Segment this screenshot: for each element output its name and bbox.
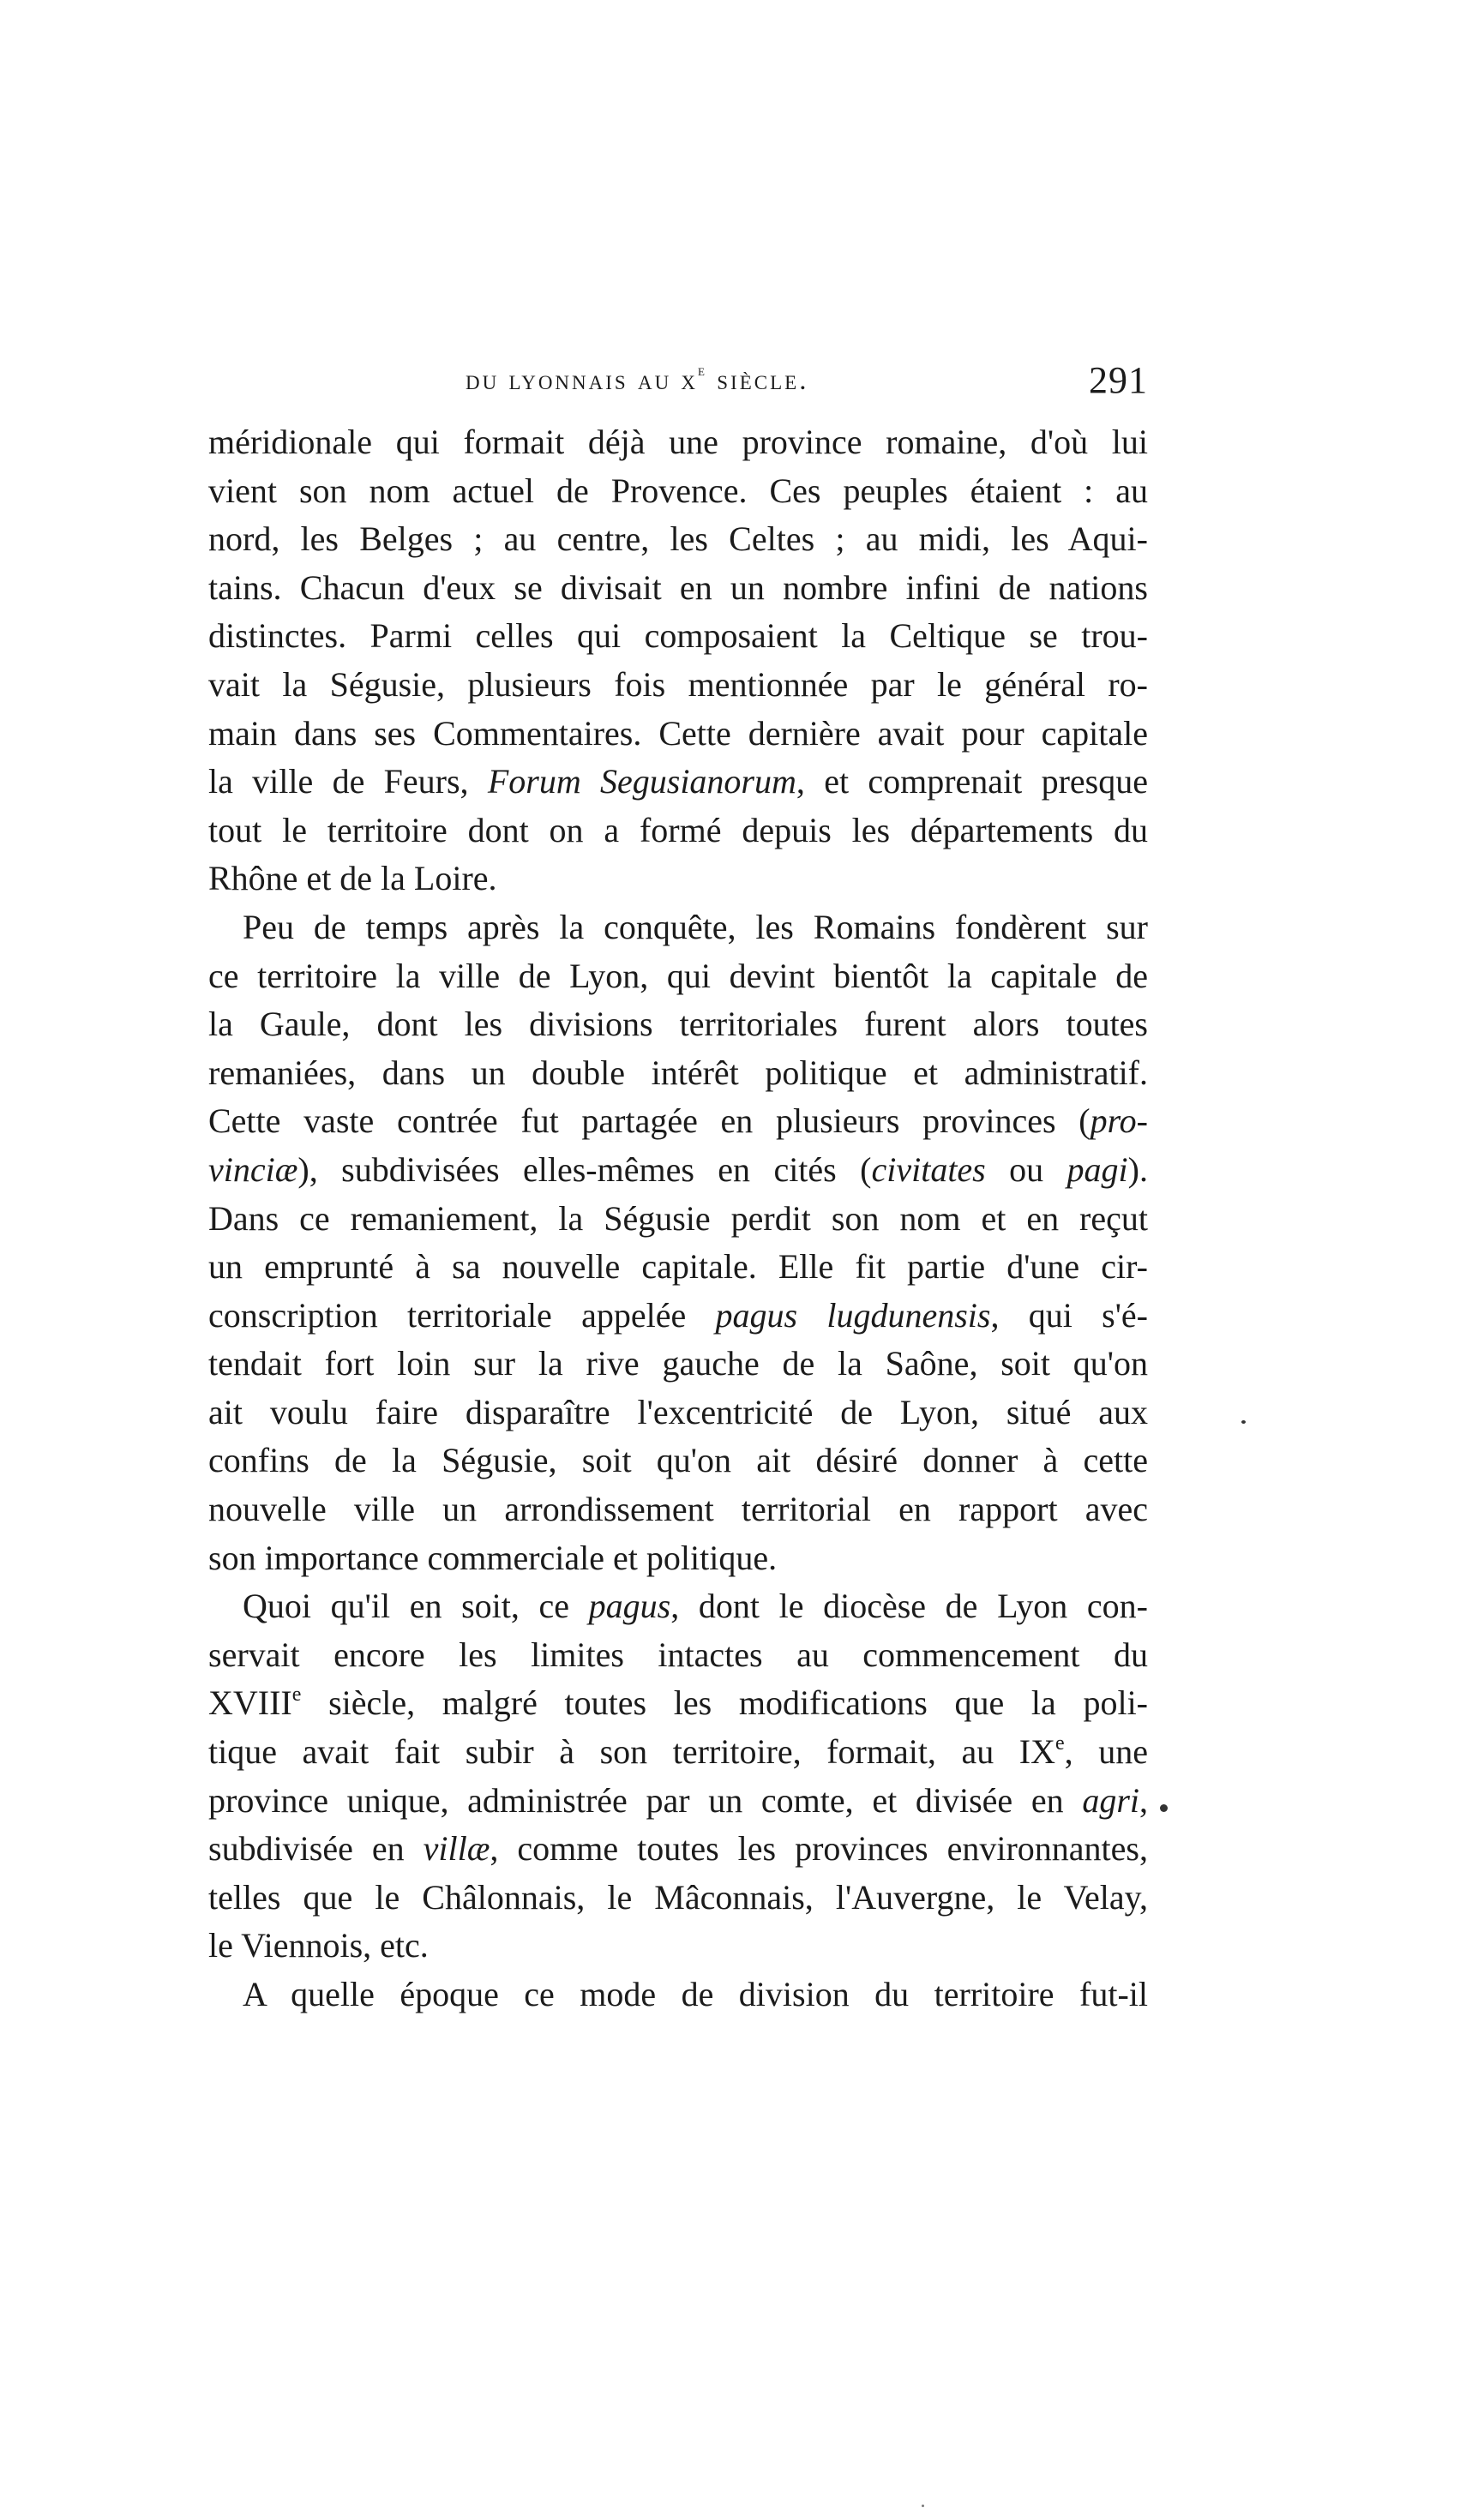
text-line: son importance commerciale et politique. <box>208 1538 778 1577</box>
text-line: ce territoire la ville de Lyon, qui devint bientôt la capitale de <box>208 956 1148 995</box>
page-number: 291 <box>1089 359 1148 401</box>
text-line: ait voulu faire disparaître l'excentricité de Lyon, situé aux <box>208 1392 1148 1431</box>
text-line: vinciæ), subdivisées elles-mêmes en cités (civitates ou pagi). <box>208 1149 1148 1189</box>
text-line: vient son nom actuel de Provence. Ces peuples étaient : au <box>208 471 1148 510</box>
italic-term: pagi <box>1066 1149 1128 1189</box>
running-title <box>466 362 809 397</box>
italic-term: agri <box>1082 1780 1139 1820</box>
text-line: distinctes. Parmi celles qui composaient la Celtique se trou- <box>208 616 1148 656</box>
text-line: le Viennois, etc. <box>208 1926 429 1965</box>
italic-term: pagus lugdunensis <box>715 1295 991 1335</box>
text-line: subdivisée en villæ, comme toutes les provinces environnantes, <box>208 1829 1148 1869</box>
text-line: Cette vaste contrée fut partagée en plusieurs provinces (pro- <box>208 1101 1148 1141</box>
text-line: tique avait fait subir à son territoire, formait, au IXe, une <box>208 1731 1148 1772</box>
text-line: Dans ce remaniement, la Ségusie perdit son nom et en reçut <box>208 1198 1148 1238</box>
text-line: Rhône et de la Loire. <box>208 859 497 898</box>
text-line: tains. Chacun d'eux se divisait en un nombre infini de nations <box>208 567 1148 607</box>
text-line: telles que le Châlonnais, le Mâconnais, l'Auvergne, le Velay, <box>208 1877 1148 1917</box>
text-line: main dans ses Commentaires. Cette dernière avait pour capitale <box>208 713 1148 753</box>
text-line: méridionale qui formait déjà une province romaine, d'où lui <box>208 423 1148 461</box>
italic-term: Forum Segusianorum <box>487 762 796 801</box>
italic-term: villæ <box>423 1829 490 1869</box>
text-line: province unique, administrée par un comte, et divisée en agri, <box>208 1780 1148 1820</box>
ink-speck <box>922 2505 924 2507</box>
ink-speck <box>1160 1804 1168 1812</box>
running-header <box>208 358 1148 410</box>
text-line: Quoi qu'il en soit, ce pagus, dont le diocèse de Lyon con- <box>243 1587 1148 1626</box>
text-line: nord, les Belges ; au centre, les Celtes ; au midi, les Aqui- <box>208 519 1148 559</box>
paragraph-2 <box>208 903 1148 1582</box>
text-line: tendait fort loin sur la rive gauche de la Saône, soit qu'on <box>208 1344 1148 1383</box>
text-line: nouvelle ville un arrondissement territorial en rapport avec <box>208 1490 1148 1529</box>
text-line: Peu de temps après la conquête, les Romains fondèrent sur <box>243 907 1148 946</box>
text-line: la ville de Feurs, Forum Segusianorum, et comprenait presque <box>208 762 1148 801</box>
text-line: la Gaule, dont les divisions territoriales furent alors toutes <box>208 1005 1148 1044</box>
text-line: XVIIIe siècle, malgré toutes les modifications que la poli- <box>208 1683 1148 1723</box>
text-line: vait la Ségusie, plusieurs fois mentionnée par le général ro- <box>208 664 1148 704</box>
text-line: conscription territoriale appelée pagus lugdunensis, qui s'é- <box>208 1295 1148 1335</box>
italic-term: civitates <box>871 1149 986 1189</box>
body-text <box>208 418 1148 2019</box>
text-line: un emprunté à sa nouvelle capitale. Elle fit partie d'une cir- <box>208 1247 1148 1287</box>
running-title-end: siècle. <box>707 365 809 396</box>
italic-term: pagus <box>588 1587 671 1626</box>
text-line: tout le territoire dont on a formé depuis les départements du <box>208 810 1148 849</box>
ink-speck <box>1241 1420 1246 1424</box>
text-line: confins de la Ségusie, soit qu'on ait désiré donner à cette <box>208 1441 1148 1480</box>
text-line: remaniées, dans un double intérêt politique et administratif. <box>208 1053 1148 1092</box>
paragraph-1 <box>208 418 1148 903</box>
italic-term: pro- <box>1090 1101 1148 1141</box>
text-line: servait encore les limites intactes au commencement du <box>208 1635 1148 1674</box>
text-line: A quelle époque ce mode de division du territoire fut-il <box>243 1975 1148 2013</box>
paragraph-4 <box>208 1971 1148 2019</box>
italic-term: vinciæ <box>208 1149 298 1189</box>
running-title-superscript: e <box>698 362 707 380</box>
running-title-text: du lyonnais au x <box>466 365 699 396</box>
paragraph-3 <box>208 1582 1148 1971</box>
